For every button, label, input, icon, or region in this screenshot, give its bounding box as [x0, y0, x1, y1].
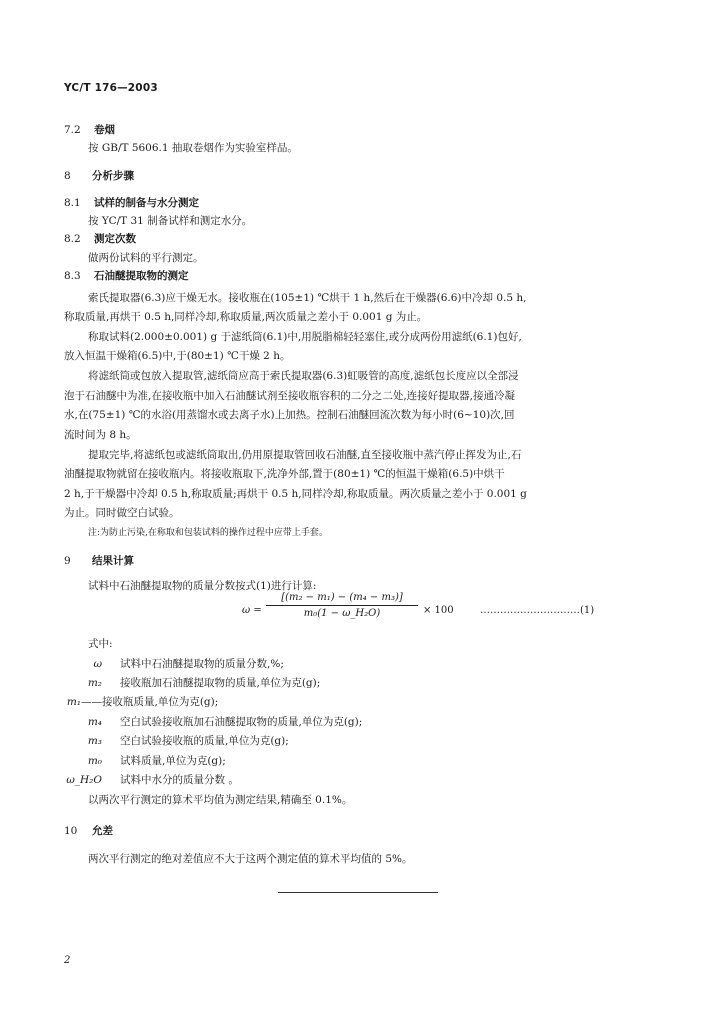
section-title: 试样的制备与水分测定	[94, 197, 199, 209]
section-8-2-body: 做两份试料的平行测定。	[88, 252, 204, 264]
para-1-line-2: 称取质量,再烘干 0.5 h,同样冷却,称取质量,两次质量之差小于 0.001 g 为止。	[64, 311, 428, 323]
section-number: 8.2	[64, 233, 81, 245]
variable-row	[64, 694, 218, 709]
variable-row	[64, 675, 320, 690]
variable-desc: 试料质量,单位为克(g);	[120, 755, 226, 767]
para-3-line-4: 流时间为 8 h。	[64, 429, 137, 441]
variable-symbol: ω	[93, 658, 102, 670]
section-8-1-heading	[64, 195, 199, 210]
variable-symbol: m₄	[87, 716, 102, 728]
section-number: 8.1	[64, 197, 81, 209]
para-3-line-3: 水,在(75±1) ℃的水浴(用蒸馏水或去离子水)上加热。控制石油醚回流次数为每小时(6~10)次,回	[64, 409, 515, 421]
formula-numerator: [(m₂ − m₁) − (m₄ − m₃)]	[266, 592, 418, 606]
para-4-line-2: 油醚提取物就留在接收瓶内。将接收瓶取下,洗净外部,置于(80±1) ℃的恒温干燥箱(6.5)中烘干	[64, 468, 505, 480]
formula-lhs: ω =	[242, 605, 262, 616]
section-title: 卷烟	[94, 124, 115, 136]
variable-symbol: m₀	[87, 755, 102, 767]
section-number: 7.2	[64, 124, 81, 136]
variable-row	[64, 714, 362, 729]
para-4-line-4: 为止。同时做空白试验。	[64, 507, 180, 519]
section-8-2-heading	[64, 231, 136, 246]
variable-desc: 试料中水分的质量分数 。	[120, 774, 239, 786]
section-8-3-heading	[64, 268, 189, 283]
variable-row	[64, 656, 284, 671]
section-title: 允差	[92, 825, 113, 837]
formula-denominator: m₀(1 − ω_H₂O)	[303, 608, 381, 619]
formula-fraction	[266, 592, 418, 619]
formula-multiplier: × 100	[423, 605, 454, 616]
where-label: 式中:	[88, 638, 113, 650]
variable-row	[64, 772, 239, 787]
variable-desc: 接收瓶质量,单位为克(g);	[102, 696, 219, 708]
variable-desc: 试料中石油醚提取物的质量分数,%;	[120, 658, 284, 670]
para-1-line-1: 索氏提取器(6.3)应干燥无水。接收瓶在(105±1) ℃烘干 1 h,然后在干燥器(6.6)中冷却 0.5 h,	[88, 292, 527, 304]
section-number: 9	[64, 555, 71, 567]
variable-row	[64, 753, 226, 768]
result-precision-note: 以两次平行测定的算术平均值为测定结果,精确至 0.1%。	[88, 794, 353, 806]
section-title: 石油醚提取物的测定	[94, 270, 189, 282]
variable-desc: 空白试验接收瓶加石油醚提取物的质量,单位为克(g);	[120, 716, 363, 728]
variable-symbol: m₁——	[66, 696, 102, 708]
section-10-body: 两次平行测定的绝对差值应不大于这两个测定值的算术平均值的 5%。	[88, 853, 413, 865]
section-10-heading	[64, 823, 113, 838]
variable-symbol: m₂	[87, 677, 102, 689]
section-number: 10	[64, 825, 78, 837]
para-2-line-2: 放入恒温干燥箱(6.5)中,于(80±1) ℃干燥 2 h。	[64, 350, 291, 362]
para-3-line-1: 将滤纸筒或包放入提取管,滤纸筒应高于索氏提取器(6.3)虹吸管的高度,滤纸包长度应以全部浸	[88, 370, 519, 382]
section-number: 8	[64, 170, 71, 182]
standard-id: YC/T 176—2003	[64, 82, 158, 94]
section-7-2-heading	[64, 122, 115, 137]
para-2-line-1: 称取试料(2.000±0.001) g 于滤纸筒(6.1)中,用脱脂棉轻轻塞住,或分成两份用滤纸(6.1)包好,	[88, 331, 522, 343]
variable-desc: 空白试验接收瓶的质量,单位为克(g);	[120, 735, 289, 747]
variable-row	[64, 733, 289, 748]
section-8-heading	[64, 168, 134, 183]
page-number: 2	[64, 955, 71, 966]
section-7-2-body: 按 GB/T 5606.1 抽取卷烟作为实验室样品。	[88, 142, 298, 154]
variable-symbol: m₃	[87, 735, 102, 747]
variable-desc: 接收瓶加石油醚提取物的质量,单位为克(g);	[120, 677, 321, 689]
section-title: 测定次数	[94, 233, 136, 245]
formula-number: …………………………(1)	[480, 605, 595, 616]
section-9-heading	[64, 553, 134, 568]
variable-symbol: ω_H₂O	[66, 774, 102, 786]
section-title: 分析步骤	[92, 170, 134, 182]
end-rule	[278, 892, 438, 893]
section-title: 结果计算	[92, 555, 134, 567]
para-3-line-2: 泡于石油醚中为准,在接收瓶中加入石油醚试剂至接收瓶容积的二分之二处,连接好提取器,接通冷凝	[64, 390, 516, 402]
formula-intro: 试料中石油醚提取物的质量分数按式(1)进行计算:	[88, 580, 317, 592]
para-4-line-1: 提取完毕,将滤纸包或滤纸筒取出,仍用原提取管回收石油醚,直至接收瓶中蒸汽停止挥发为止,石	[88, 449, 522, 461]
para-4-line-3: 2 h,于干燥器中冷却 0.5 h,称取质量;再烘干 0.5 h,同样冷却,称取质量。两次质量之差小于 0.001 g	[64, 488, 527, 500]
safety-note: 注:为防止污染,在称取和包装试料的操作过程中应带上手套。	[88, 528, 328, 538]
section-8-1-body: 按 YC/T 31 制备试样和测定水分。	[88, 215, 253, 227]
section-number: 8.3	[64, 270, 81, 282]
